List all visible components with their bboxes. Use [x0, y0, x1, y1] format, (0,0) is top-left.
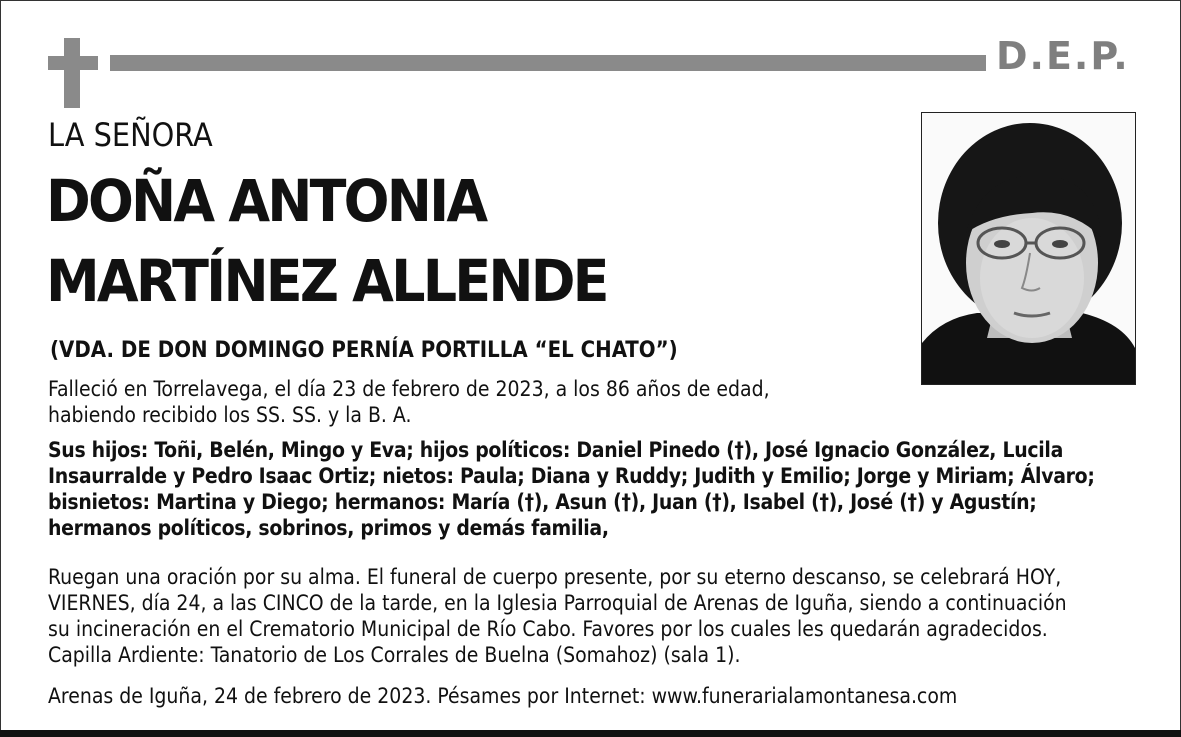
- text-line: Insaurralde y Pedro Isaac Ortiz; nietos: Paula; Diana y Ruddy; Judith y Emilio; Jorge y Miriam; Álvaro;: [48, 464, 1095, 488]
- header-rule: [110, 55, 986, 71]
- portrait-photo: [921, 112, 1136, 385]
- pre-title: LA SEÑORA: [48, 116, 213, 154]
- death-paragraph: [48, 376, 770, 428]
- service-paragraph: [48, 564, 1067, 668]
- dep-label: D.E.P.: [996, 34, 1130, 78]
- deceased-name-line1: DOÑA ANTONIA: [46, 167, 486, 235]
- text-line: Ruegan una oración por su alma. El funeral de cuerpo presente, por su eterno descanso, se celebrará HOY,: [48, 565, 1062, 589]
- text-line: su incineración en el Crematorio Municipal de Río Cabo. Favores por los cuales les quedarán agradecidos.: [48, 617, 1048, 641]
- text-line: Falleció en Torrelavega, el día 23 de febrero de 2023, a los 86 años de edad,: [48, 377, 770, 401]
- text-line: habiendo recibido los SS. SS. y la B. A.: [48, 403, 412, 427]
- cross-icon: [48, 38, 98, 108]
- text-line: bisnietos: Martina y Diego; hermanos: María (†), Asun (†), Juan (†), Isabel (†), José (†) y Agustín;: [48, 490, 1037, 514]
- family-paragraph: [48, 437, 1095, 541]
- text-line: hermanos políticos, sobrinos, primos y demás familia,: [48, 516, 609, 540]
- deceased-name-line2: MARTÍNEZ ALLENDE: [46, 247, 607, 315]
- text-line: VIERNES, día 24, a las CINCO de la tarde, en la Iglesia Parroquial de Arenas de Iguña, siendo a continuación: [48, 591, 1067, 615]
- widow-of-line: (VDA. DE DON DOMINGO PERNÍA PORTILLA “EL CHATO”): [50, 338, 678, 363]
- text-line: Sus hijos: Toñi, Belén, Mingo y Eva; hijos políticos: Daniel Pinedo (†), José Ignacio González, Lucila: [48, 438, 1064, 462]
- text-line: Capilla Ardiente: Tanatorio de Los Corrales de Buelna (Somahoz) (sala 1).: [48, 643, 741, 667]
- bottom-bar: [0, 730, 1181, 737]
- footer-line: Arenas de Iguña, 24 de febrero de 2023. Pésames por Internet: www.funerarialamontanesa.com: [48, 684, 958, 708]
